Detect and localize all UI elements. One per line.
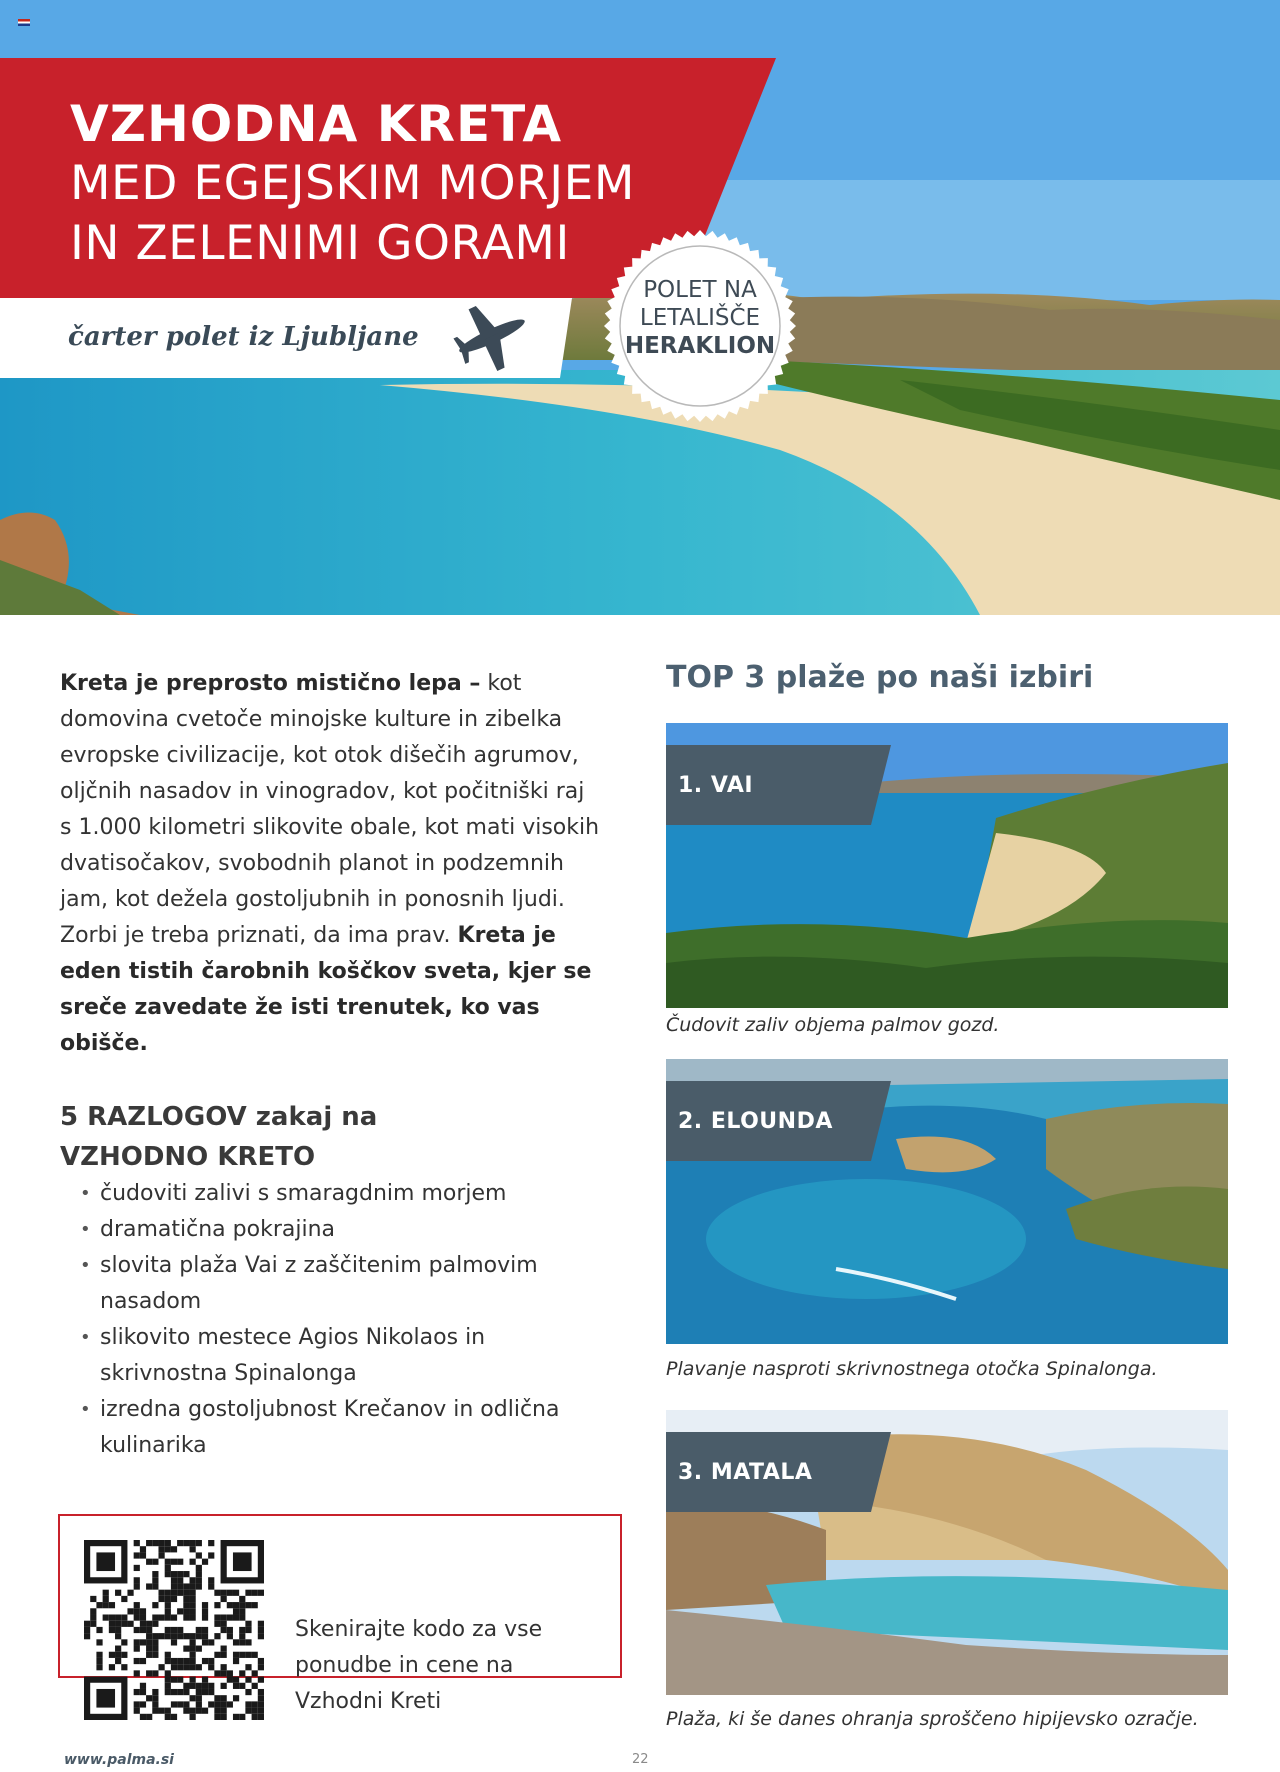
beach-label-2: 2. ELOUNDA (678, 1109, 833, 1134)
stamp-line-1: POLET NA (643, 277, 757, 303)
footer-website-link[interactable]: www.palma.si (64, 1752, 174, 1768)
beach-tag-1-text (666, 745, 891, 825)
list-item: • izredna gostoljubnost Krečanov in odlična kulinarika (78, 1392, 598, 1464)
beach-tag-3-text (666, 1432, 891, 1512)
reasons-heading (60, 1097, 377, 1177)
page-title (70, 94, 635, 274)
reasons-list (78, 1176, 598, 1464)
beach-photo-matala (666, 1410, 1228, 1695)
list-item: • dramatična pokrajina (78, 1212, 598, 1248)
intro-paragraph (60, 666, 600, 1062)
list-item: • slikovito mestece Agios Nikolaos in skrivnostna Spinalonga (78, 1320, 598, 1392)
stamp-line-3: HERAKLION (624, 333, 776, 359)
qr-code[interactable] (84, 1540, 264, 1720)
title-line-3: IN ZELENIMI GORAMI (70, 216, 570, 271)
intro-bold-start: Kreta je preprosto mistično lepa – (60, 671, 481, 696)
airplane-icon (452, 300, 532, 372)
charter-subtitle: čarter polet iz Ljubljane (68, 322, 419, 352)
intro-text: kot domovina cvetoče minojske kulture in zibelka evropske civilizacije, kot otok dišečih agrumov, oljčnih nasadov in vinogradov, kot počitniški raj s 1.000 kilometri slikovite obale, kot mati visokih dvatisočakov, svobodnih planot in podzemnih jam, kot dežela gostoljubnih in ponosnih ljudi. Zorbi je treba priznati, da ima prav. (60, 671, 600, 948)
top-beaches-heading: TOP 3 plaže po naši izbiri (666, 660, 1094, 695)
beach-caption-2: Plavanje nasproti skrivnostnega otočka Spinalonga. (666, 1358, 1158, 1380)
qr-instruction-text: Skenirajte kodo za vse ponudbe in cene na Vzhodni Kreti (295, 1617, 543, 1714)
airport-stamp-text (612, 276, 788, 360)
page-number: 22 (632, 1752, 649, 1767)
intro-bold-end: Kreta je eden tistih čarobnih koščkov sveta, kjer se sreče zavedate že isti trenutek, ko vas obiščе. (60, 923, 592, 1056)
beach-caption-1: Čudovit zaliv objema palmov gozd. (666, 1014, 1000, 1036)
beach-label-3: 3. MATALA (678, 1460, 813, 1485)
reasons-heading-line-1: 5 RAZLOGOV zakaj na (60, 1102, 378, 1132)
language-flag-icon (18, 19, 30, 26)
title-line-2: MED EGEJSKIM MORJEM (70, 156, 635, 211)
list-item: • čudoviti zalivi s smaragdnim morjem (78, 1176, 598, 1212)
beach-caption-3: Plaža, ki še danes ohranja sproščeno hipijevsko ozračje. (666, 1708, 1199, 1730)
list-item: • slovita plaža Vai z zaščitenim palmovim nasadom (78, 1248, 598, 1320)
beach-label-1: 1. VAI (678, 773, 754, 798)
beach-tag-2-text (666, 1081, 891, 1161)
reasons-heading-line-2: VZHODNO KRETO (60, 1142, 316, 1172)
beach-photo-elounda (666, 1059, 1228, 1344)
title-line-1: VZHODNA KRETA (70, 95, 563, 153)
beach-photo-vai (666, 723, 1228, 1008)
stamp-line-2: LETALIŠČE (639, 305, 761, 331)
